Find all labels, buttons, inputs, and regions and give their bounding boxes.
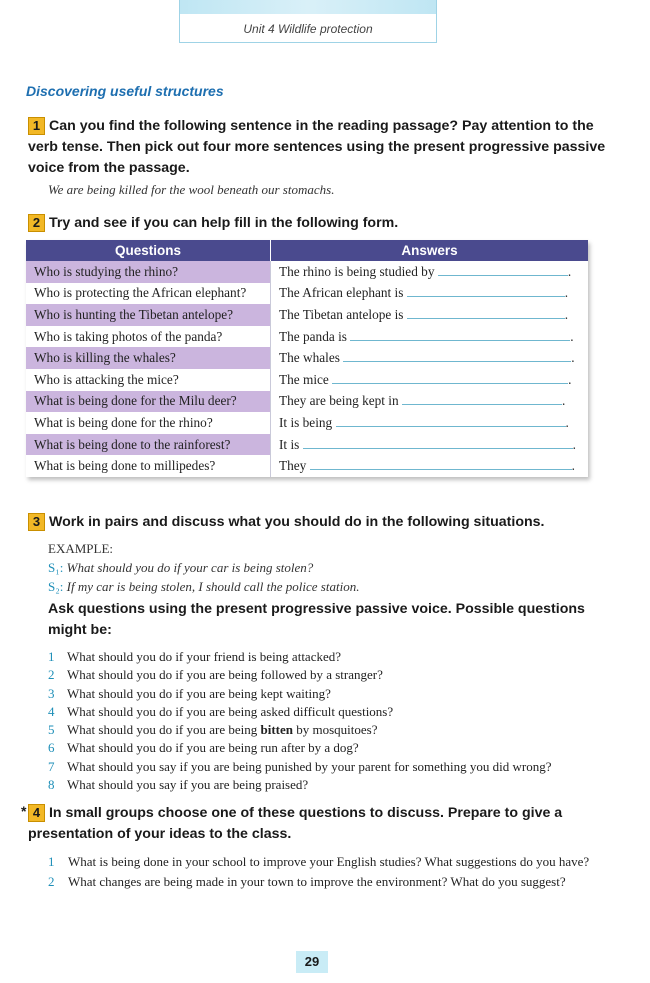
- task-instruction: Try and see if you can help fill in the following form.: [48, 215, 399, 231]
- question-cell: Who is killing the whales?: [26, 347, 271, 369]
- table-row: [26, 391, 588, 413]
- table-row: [26, 369, 588, 391]
- item-text: What changes are being made in your town to improve the environment? What do you suggest?: [68, 874, 566, 889]
- item-text: What should you say if you are being punished by your parent for something you did wrong?: [67, 758, 552, 774]
- table-row: [26, 455, 588, 477]
- answer-cell: The mice .: [271, 369, 589, 391]
- answer-cell: It is being .: [271, 412, 589, 434]
- answer-blank[interactable]: [303, 437, 573, 449]
- item-text: What should you do if your friend is being attacked?: [67, 649, 342, 664]
- speaker-label: S₂:: [48, 579, 64, 594]
- answer-cell: The Tibetan antelope is .: [271, 304, 589, 326]
- question-cell: Who is hunting the Tibetan antelope?: [26, 304, 271, 326]
- task-2: [28, 213, 608, 234]
- example-line-2: [48, 577, 359, 596]
- answer-prompt: The panda is: [279, 328, 347, 344]
- item-number: 8: [48, 777, 55, 793]
- question-cell: Who is taking photos of the panda?: [26, 326, 271, 348]
- group-question-list: [48, 852, 593, 892]
- answer-blank[interactable]: [332, 372, 568, 384]
- column-header: Questions: [26, 240, 271, 261]
- item-text: What is being done in your school to improve your English studies? What suggestions do you have?: [68, 854, 590, 869]
- task-number: 4: [28, 804, 45, 822]
- list-item: [48, 872, 593, 892]
- example-text: What should you do if your car is being stolen?: [66, 560, 314, 575]
- answer-blank[interactable]: [407, 285, 565, 297]
- answer-cell: They .: [271, 455, 589, 477]
- example-label: EXAMPLE:: [48, 541, 113, 556]
- task-4: [28, 803, 608, 845]
- item-number: 6: [48, 740, 55, 756]
- answer-blank[interactable]: [407, 307, 565, 319]
- answer-cell: The African elephant is .: [271, 283, 589, 305]
- example-line-1: [48, 558, 359, 577]
- item-text: What should you say if you are being praised?: [67, 777, 309, 793]
- item-number: 2: [48, 667, 55, 683]
- unit-title: Unit 4 Wildlife protection: [243, 22, 373, 36]
- list-item: [48, 758, 608, 776]
- section-title: Discovering useful structures: [26, 83, 224, 99]
- task-instruction: Work in pairs and discuss what you should do in the following situations.: [48, 514, 545, 530]
- answer-blank[interactable]: [402, 393, 562, 405]
- item-number: 1: [48, 854, 55, 869]
- table-row: [26, 412, 588, 434]
- fill-in-form-table: [26, 240, 588, 477]
- answer-prompt: The Tibetan antelope is: [279, 306, 404, 322]
- table-row: [26, 261, 588, 283]
- answer-cell: The rhino is being studied by .: [271, 261, 589, 283]
- list-item: [48, 739, 608, 757]
- item-text: What should you do if you are being kept waiting?: [67, 685, 331, 701]
- item-number: 5: [48, 722, 55, 738]
- item-number: 1: [48, 649, 55, 664]
- table-row: [26, 434, 588, 456]
- answer-cell: They are being kept in .: [271, 391, 589, 413]
- task-number: 1: [28, 117, 45, 135]
- item-number: 4: [48, 703, 55, 719]
- task-instruction: In small groups choose one of these questions to discuss. Prepare to give a presentation of your ideas to the class.: [28, 805, 563, 842]
- speaker-label: S₁:: [48, 560, 64, 575]
- list-item: [48, 648, 608, 666]
- table-header-row: [26, 240, 588, 261]
- table-row: [26, 326, 588, 348]
- task-3: [28, 512, 608, 533]
- task-number: 2: [28, 214, 45, 232]
- answer-prompt: They: [279, 458, 307, 474]
- page-number: 29: [296, 951, 328, 973]
- example-sentence: We are being killed for the wool beneath our stomachs.: [48, 182, 335, 197]
- answer-cell: The whales .: [271, 347, 589, 369]
- optional-star: *: [21, 803, 27, 819]
- ask-instruction: Ask questions using the present progressive passive voice. Possible questions might be:: [48, 601, 585, 638]
- question-cell: Who is studying the rhino?: [26, 261, 271, 283]
- item-number: 2: [48, 874, 55, 889]
- answer-cell: The panda is .: [271, 326, 589, 348]
- list-item: [48, 666, 608, 684]
- answer-prompt: It is being: [279, 414, 333, 430]
- answer-prompt: The rhino is being studied by: [279, 263, 435, 279]
- item-bold-word: bitten: [260, 722, 294, 738]
- question-cell: What is being done for the rhino?: [26, 412, 271, 434]
- question-cell: What is being done to the rainforest?: [26, 434, 271, 456]
- answer-blank[interactable]: [336, 415, 566, 427]
- list-item: [48, 685, 608, 703]
- item-text: What should you do if you are being: [67, 722, 261, 738]
- item-number: 3: [48, 685, 55, 701]
- answer-blank[interactable]: [438, 264, 568, 276]
- table-row: [26, 283, 588, 305]
- question-cell: What is being done to millipedes?: [26, 455, 271, 477]
- example-dialogue: [48, 539, 359, 596]
- item-number: 7: [48, 758, 55, 774]
- list-item: [48, 852, 593, 872]
- answer-prompt: The mice: [279, 371, 329, 387]
- item-text: What should you do if you are being asked difficult questions?: [67, 703, 394, 719]
- question-list: [48, 648, 608, 794]
- column-header: Answers: [271, 240, 589, 261]
- task-number: 3: [28, 513, 45, 531]
- answer-blank[interactable]: [310, 458, 572, 470]
- example-text: If my car is being stolen, I should call the police station.: [66, 579, 360, 594]
- table-row: [26, 304, 588, 326]
- item-text: What should you do if you are being run after by a dog?: [67, 740, 359, 756]
- item-text-end: by mosquitoes?: [293, 722, 378, 738]
- item-text: What should you do if you are being followed by a stranger?: [67, 667, 383, 683]
- answer-blank[interactable]: [343, 350, 571, 362]
- question-cell: Who is attacking the mice?: [26, 369, 271, 391]
- task-1: [28, 116, 608, 179]
- answer-prompt: The African elephant is: [279, 285, 404, 301]
- answer-prompt: They are being kept in: [279, 393, 399, 409]
- question-cell: What is being done for the Milu deer?: [26, 391, 271, 413]
- answer-prompt: The whales: [279, 350, 340, 366]
- list-item: [48, 776, 608, 794]
- banner-decoration: [180, 0, 436, 14]
- answer-prompt: It is: [279, 436, 300, 452]
- question-cell: Who is protecting the African elephant?: [26, 283, 271, 305]
- table-row: [26, 347, 588, 369]
- answer-blank[interactable]: [350, 329, 570, 341]
- answer-cell: It is .: [271, 434, 589, 456]
- unit-banner: [179, 0, 437, 43]
- list-item: [48, 703, 608, 721]
- list-item: [48, 721, 608, 739]
- task-instruction: Can you find the following sentence in the reading passage? Pay attention to the verb tense. Then pick out four more sentences using the present progressive passive voice from the passage.: [28, 118, 606, 176]
